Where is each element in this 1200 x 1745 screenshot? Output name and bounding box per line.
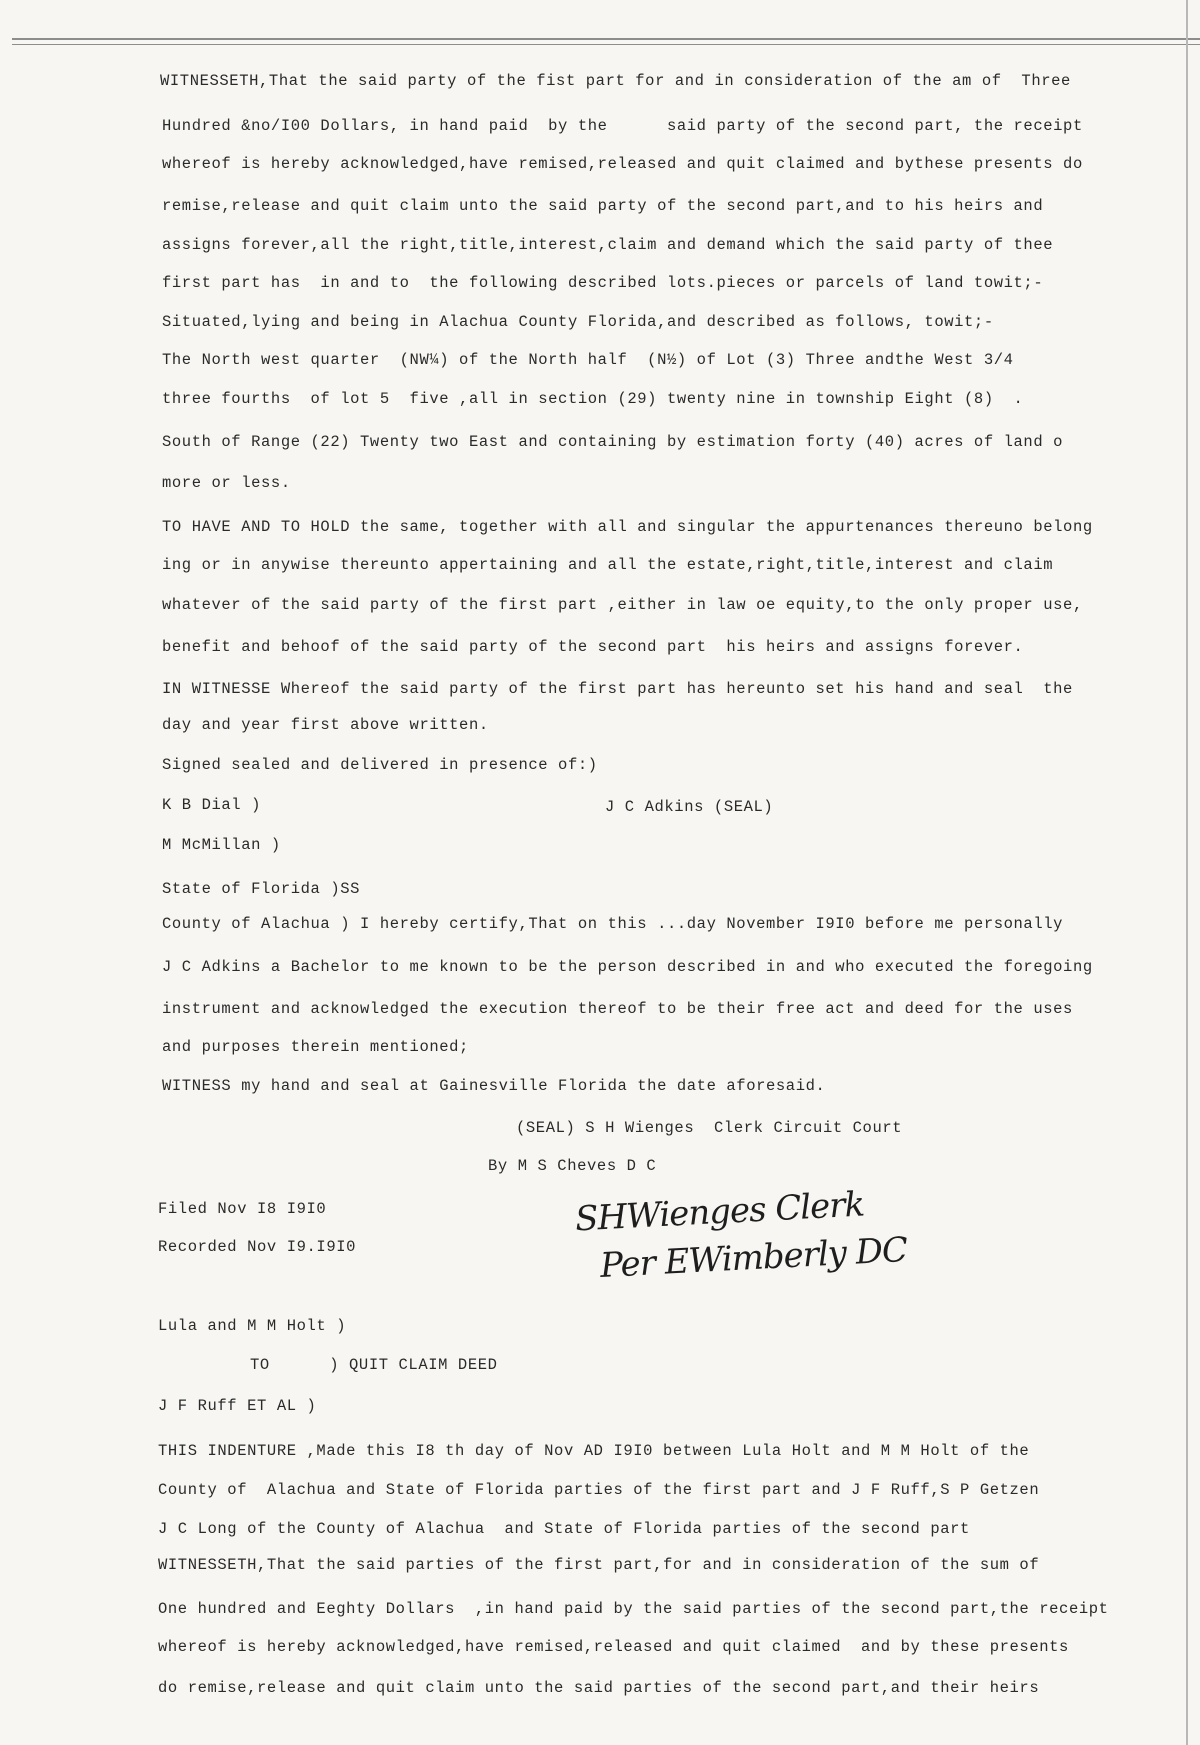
deed2-line: THIS INDENTURE ,Made this I8 th day of Nov AD I9I0 between Lula Holt and M M Holt of the — [158, 1442, 1030, 1460]
deed2-line: do remise,release and quit claim unto the said parties of the second part,and their heirs — [158, 1679, 1040, 1697]
deed2-line: County of Alachua and State of Florida parties of the first part and J F Ruff,S P Getzen — [158, 1481, 1040, 1499]
ack-line: WITNESS my hand and seal at Gainesville Florida the date aforesaid. — [162, 1077, 826, 1095]
clerk-handwritten-signature: Per EWimberly DC — [599, 1229, 908, 1287]
deed1-line: IN WITNESSE Whereof the said party of the first part has hereunto set his hand and seal the — [162, 680, 1073, 698]
deed1-line: first part has in and to the following described lots.pieces or parcels of land towit;- — [162, 274, 1044, 292]
deed1-line: Signed sealed and delivered in presence of:) — [162, 756, 598, 774]
deed2-line: One hundred and Eeghty Dollars ,in hand paid by the said parties of the second part,the receipt — [158, 1600, 1109, 1618]
deed2-line: WITNESSETH,That the said parties of the first part,for and in consideration of the sum of — [158, 1556, 1040, 1574]
witness-name: M McMillan ) — [162, 836, 281, 854]
ack-state: State of Florida )SS — [162, 880, 361, 898]
page-edge — [1186, 0, 1188, 1745]
deed2-title: TO ) QUIT CLAIM DEED — [250, 1356, 498, 1374]
deed1-line: Hundred &no/I00 Dollars, in hand paid by the said party of the second part, the receipt — [162, 117, 1083, 135]
deed1-line: day and year first above written. — [162, 716, 489, 734]
ack-line: J C Adkins a Bachelor to me known to be the person described in and who executed the foregoing — [162, 958, 1093, 976]
deed1-line: benefit and behoof of the said party of the second part his heirs and assigns forever. — [162, 638, 1024, 656]
deed1-line: more or less. — [162, 474, 291, 492]
deed1-line: ing or in anywise thereunto appertaining and all the estate,right,title,interest and claim — [162, 556, 1054, 574]
deed1-line: WITNESSETH,That the said party of the fist part for and in consideration of the am of Three — [160, 72, 1071, 90]
filed-date: Filed Nov I8 I9I0 — [158, 1200, 327, 1218]
witness-name: K B Dial ) — [162, 796, 262, 814]
ack-line: instrument and acknowledged the execution thereof to be their free act and deed for the uses — [162, 1000, 1073, 1018]
clerk-handwritten-signature: SHWienges Clerk — [574, 1184, 866, 1240]
deed1-line: assigns forever,all the right,title,interest,claim and demand which the said party of thee — [162, 236, 1054, 254]
deputy-line: By M S Cheves D C — [488, 1157, 657, 1175]
top-rule-secondary — [12, 44, 1200, 45]
deed1-line: TO HAVE AND TO HOLD the same, together with all and singular the appurtenances thereuno belong — [162, 518, 1093, 536]
deed1-line: Situated,lying and being in Alachua County Florida,and described as follows, towit;- — [162, 313, 994, 331]
deed1-line: remise,release and quit claim unto the said party of the second part,and to his heirs and — [162, 197, 1044, 215]
ack-line: and purposes therein mentioned; — [162, 1038, 469, 1056]
deed2-party-line: Lula and M M Holt ) — [158, 1317, 347, 1335]
grantor-signature: J C Adkins (SEAL) — [605, 798, 774, 816]
deed2-party-line: J F Ruff ET AL ) — [158, 1397, 317, 1415]
deed2-line: J C Long of the County of Alachua and State of Florida parties of the second part — [158, 1520, 970, 1538]
deed2-line: whereof is hereby acknowledged,have remised,released and quit claimed and by these presents — [158, 1638, 1069, 1656]
deed1-line: three fourths of lot 5 five ,all in section (29) twenty nine in township Eight (8) . — [162, 390, 1024, 408]
clerk-line: (SEAL) S H Wienges Clerk Circuit Court — [516, 1119, 903, 1137]
deed1-line: whatever of the said party of the first part ,either in law oe equity,to the only proper use, — [162, 596, 1083, 614]
ack-line: County of Alachua ) I hereby certify,That on this ...day November I9I0 before me personally — [162, 915, 1064, 933]
top-rule — [12, 38, 1200, 40]
deed1-line: South of Range (22) Twenty two East and containing by estimation forty (40) acres of land o — [162, 433, 1064, 451]
deed1-line: The North west quarter (NW¼) of the North half (N½) of Lot (3) Three andthe West 3/4 — [162, 351, 1014, 369]
recorded-date: Recorded Nov I9.I9I0 — [158, 1238, 357, 1256]
deed1-line: whereof is hereby acknowledged,have remised,released and quit claimed and bythese presents do — [162, 155, 1083, 173]
